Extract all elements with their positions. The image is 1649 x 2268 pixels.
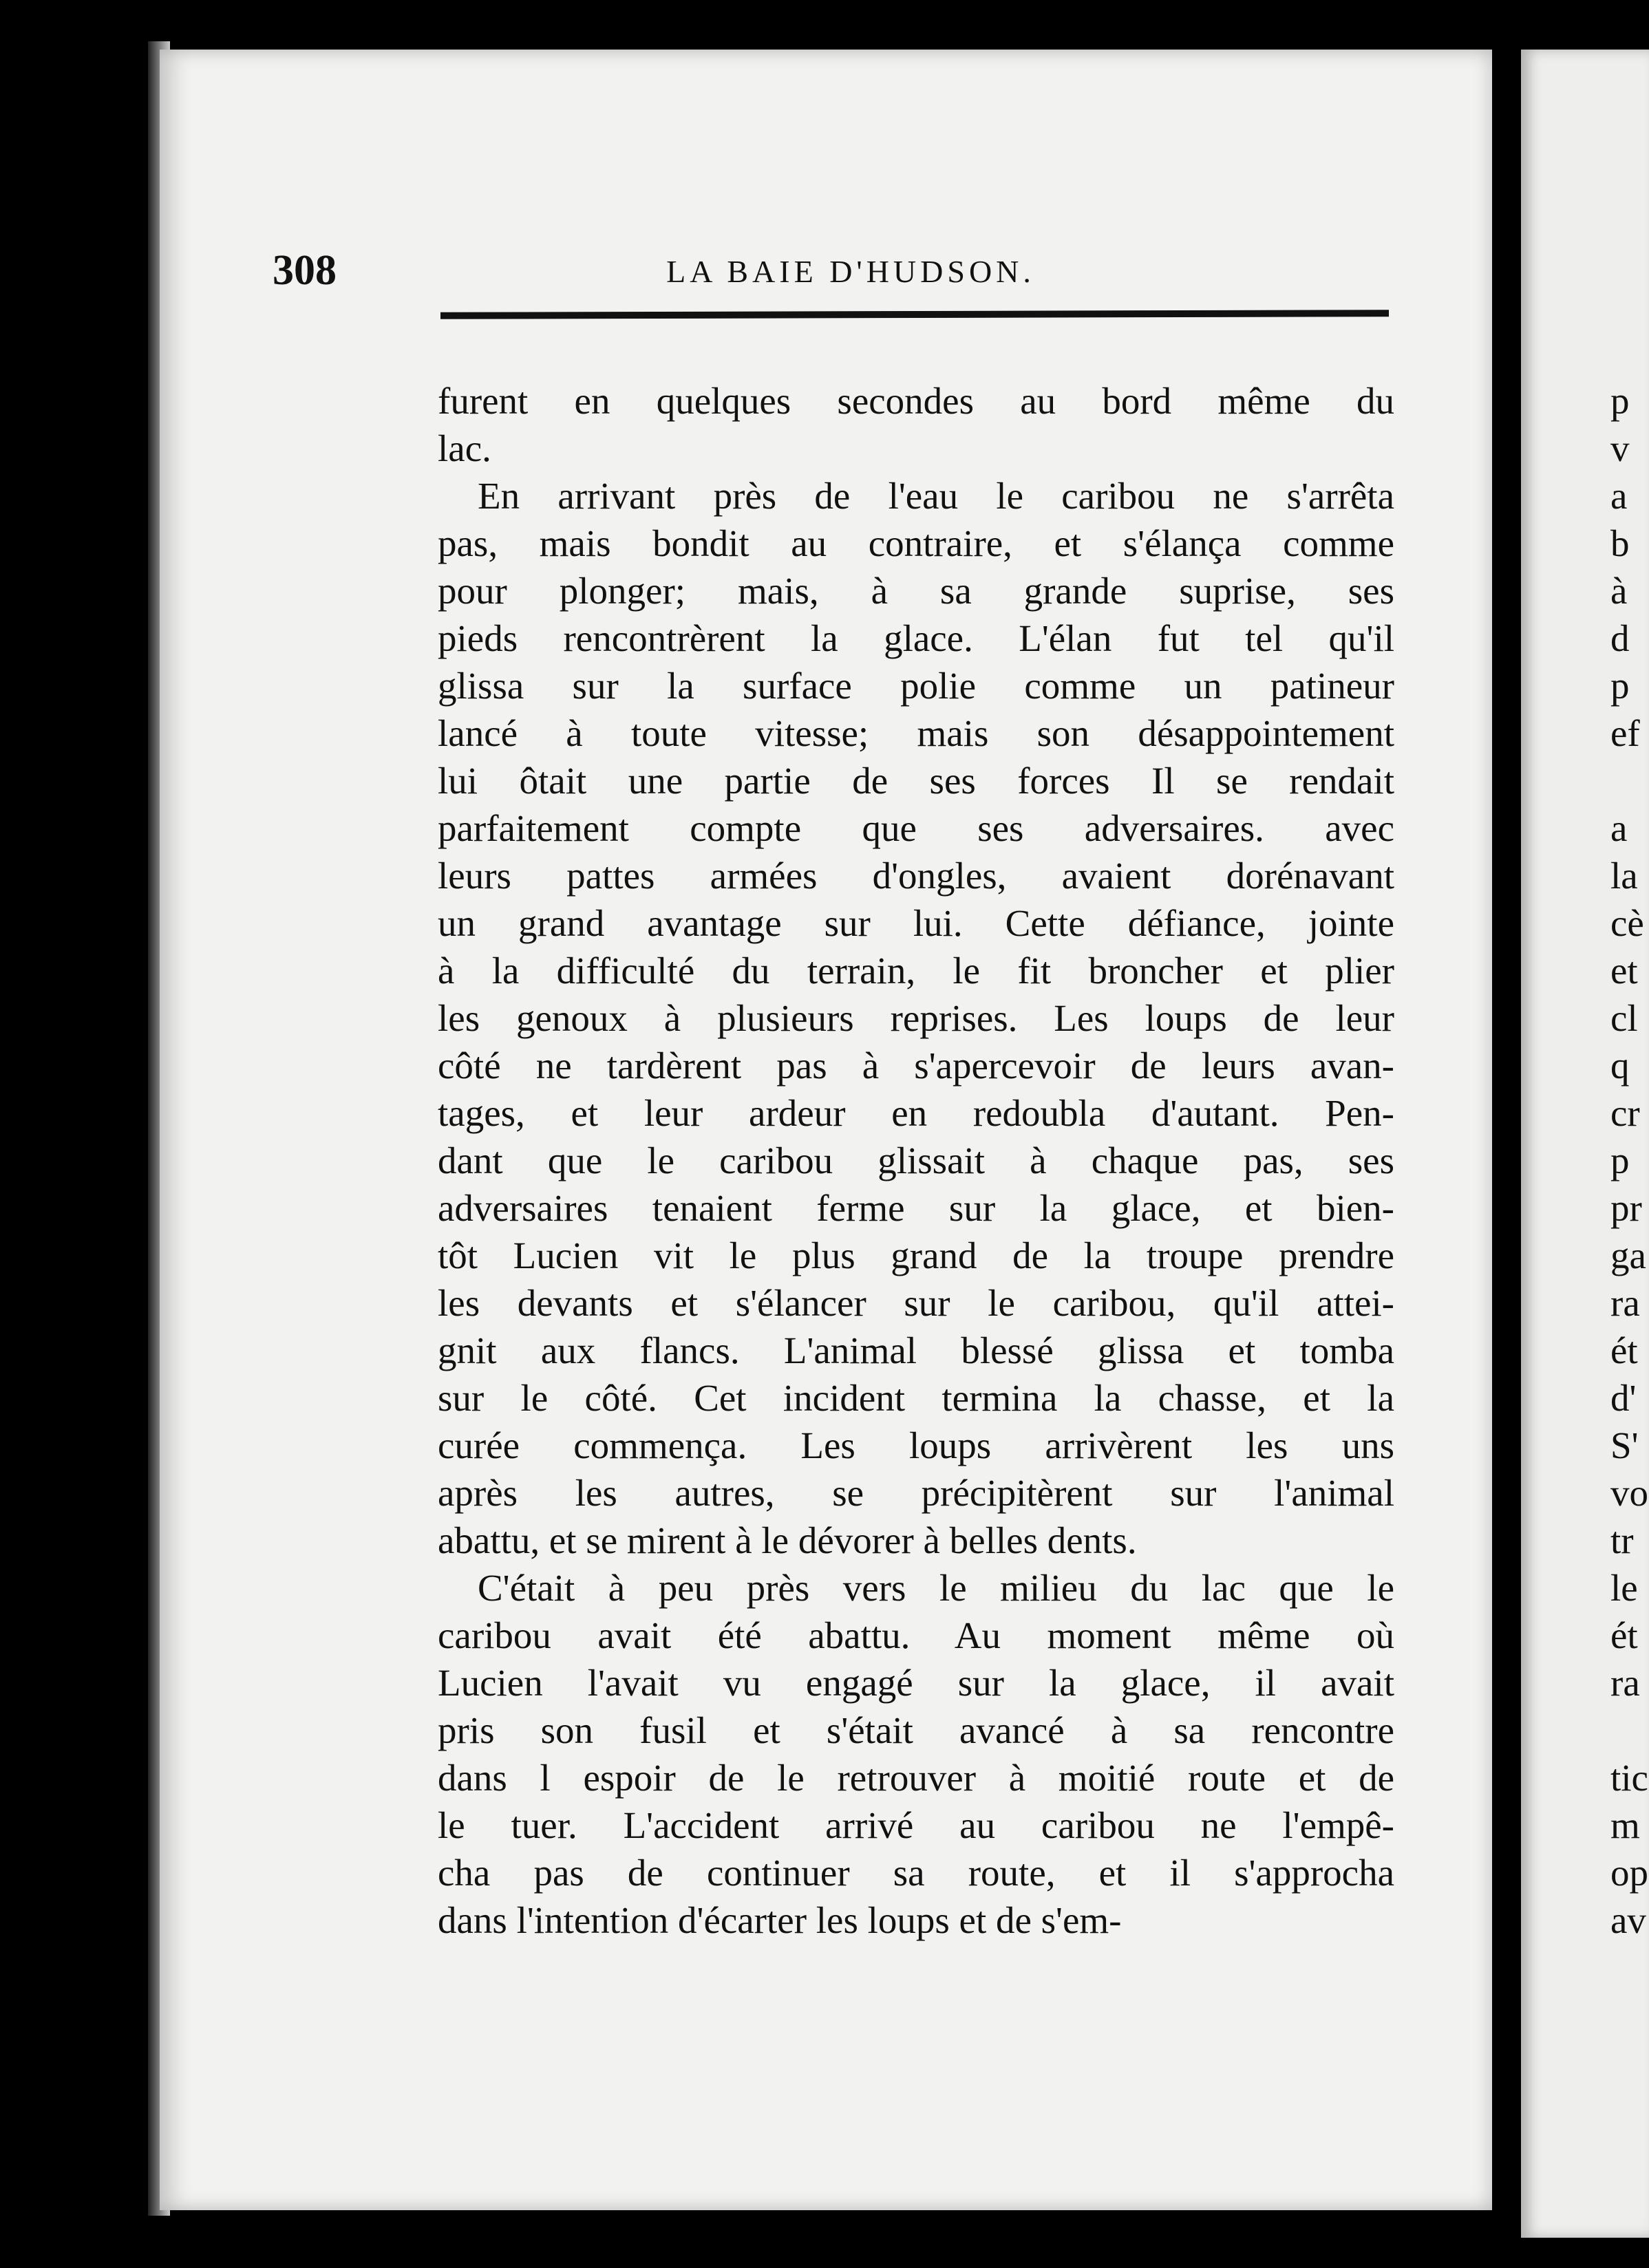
text-line: En arrivant près de l'eau le caribou ne s'arrêta: [478, 475, 1394, 517]
text-line: dant que le caribou glissait à chaque pas, ses: [438, 1140, 1394, 1181]
facing-page-fragment: ét: [1610, 1614, 1638, 1656]
facing-page-fragment: à: [1610, 570, 1628, 612]
text-line: glissa sur la surface polie comme un patineur: [438, 665, 1394, 707]
text-line: tages, et leur ardeur en redoubla d'autant. Pen-: [438, 1092, 1394, 1134]
text-line: après les autres, se précipitèrent sur l'animal: [438, 1472, 1394, 1514]
facing-page-fragment: la: [1610, 855, 1638, 897]
facing-page-fragment: S': [1610, 1424, 1639, 1466]
body-text: [438, 377, 1394, 1944]
facing-page-fragment: le: [1610, 1567, 1638, 1609]
text-line: un grand avantage sur lui. Cette défiance, jointe: [438, 902, 1394, 944]
text-line: abattu, et se mirent à le dévorer à belles dents.: [438, 1519, 1137, 1561]
text-line: parfaitement compte que ses adversaires. avec: [438, 807, 1394, 849]
text-line: sur le côté. Cet incident termina la chasse, et la: [438, 1377, 1394, 1419]
text-line: leurs pattes armées d'ongles, avaient dorénavant: [438, 855, 1394, 897]
text-line: gnit aux flancs. L'animal blessé glissa et tomba: [438, 1329, 1394, 1371]
facing-page-fragment: cr: [1610, 1092, 1640, 1134]
facing-page-fragment: vo: [1610, 1472, 1648, 1514]
facing-page-fragment: p: [1610, 665, 1630, 707]
text-line: lancé à toute vitesse; mais son désappointement: [438, 712, 1394, 754]
facing-page-fragment: op: [1610, 1852, 1648, 1894]
text-line: tôt Lucien vit le plus grand de la troupe prendre: [438, 1234, 1394, 1276]
facing-page-fragment: v: [1610, 427, 1630, 469]
facing-page-fragment: b: [1610, 522, 1630, 564]
text-line: le tuer. L'accident arrivé au caribou ne l'empê-: [438, 1804, 1394, 1846]
text-line: pas, mais bondit au contraire, et s'élança comme: [438, 522, 1394, 564]
text-line: dans l espoir de le retrouver à moitié route et de: [438, 1757, 1394, 1799]
facing-page-fragment: [1610, 757, 1649, 804]
facing-page-fragment: av: [1610, 1899, 1646, 1941]
text-line: pieds rencontrèrent la glace. L'élan fut tel qu'il: [438, 617, 1394, 659]
text-line: adversaires tenaient ferme sur la glace, et bien-: [438, 1187, 1394, 1229]
facing-page-fragment: ra: [1610, 1282, 1640, 1324]
page-header: [273, 246, 1387, 301]
facing-page-text: [1610, 377, 1649, 1944]
text-line: lac.: [438, 427, 491, 469]
text-line: dans l'intention d'écarter les loups et de s'em-: [438, 1899, 1122, 1941]
facing-page-fragment: tr: [1610, 1519, 1634, 1561]
text-line: pour plonger; mais, à sa grande suprise, ses: [438, 570, 1394, 612]
facing-page-fragment: cè: [1610, 902, 1644, 944]
text-line: à la difficulté du terrain, le fit broncher et plier: [438, 950, 1394, 992]
text-line: caribou avait été abattu. Au moment même où: [438, 1614, 1394, 1656]
facing-page-fragment: q: [1610, 1045, 1630, 1087]
text-line: Lucien l'avait vu engagé sur la glace, il avait: [438, 1662, 1394, 1704]
facing-page-fragment: a: [1610, 807, 1628, 849]
facing-page-fragment: ét: [1610, 1329, 1638, 1371]
text-line: C'était à peu près vers le milieu du lac que le: [478, 1567, 1394, 1609]
running-title: LA BAIE D'HUDSON.: [666, 254, 1035, 289]
facing-page-fragment: cl: [1610, 997, 1638, 1039]
text-line: les genoux à plusieurs reprises. Les loups de leur: [438, 997, 1394, 1039]
page-number: 308: [273, 247, 337, 294]
facing-page-fragment: ga: [1610, 1234, 1646, 1276]
text-line: les devants et s'élancer sur le caribou, qu'il attei-: [438, 1282, 1394, 1324]
text-line: côté ne tardèrent pas à s'apercevoir de leurs avan-: [438, 1045, 1394, 1087]
facing-page-fragment: d': [1610, 1377, 1637, 1419]
facing-page-fragment: d: [1610, 617, 1630, 659]
facing-page-fragment: pr: [1610, 1187, 1642, 1229]
text-line: curée commença. Les loups arrivèrent les uns: [438, 1424, 1394, 1466]
facing-page-fragment: m: [1610, 1804, 1640, 1846]
text-line: lui ôtait une partie de ses forces Il se rendait: [438, 760, 1394, 802]
facing-page-fragment: [1610, 1707, 1649, 1754]
facing-page-fragment: p: [1610, 380, 1630, 422]
facing-page-fragment: p: [1610, 1140, 1630, 1181]
text-line: cha pas de continuer sa route, et il s'approcha: [438, 1852, 1394, 1894]
facing-page-fragment: tic: [1610, 1757, 1648, 1799]
facing-page-fragment: ef: [1610, 712, 1640, 754]
facing-page-fragment: ra: [1610, 1662, 1640, 1704]
text-line: pris son fusil et s'était avancé à sa rencontre: [438, 1709, 1394, 1751]
facing-page-fragment: et: [1610, 950, 1638, 992]
facing-page-fragment: a: [1610, 475, 1628, 517]
text-line: furent en quelques secondes au bord même du: [438, 380, 1394, 422]
